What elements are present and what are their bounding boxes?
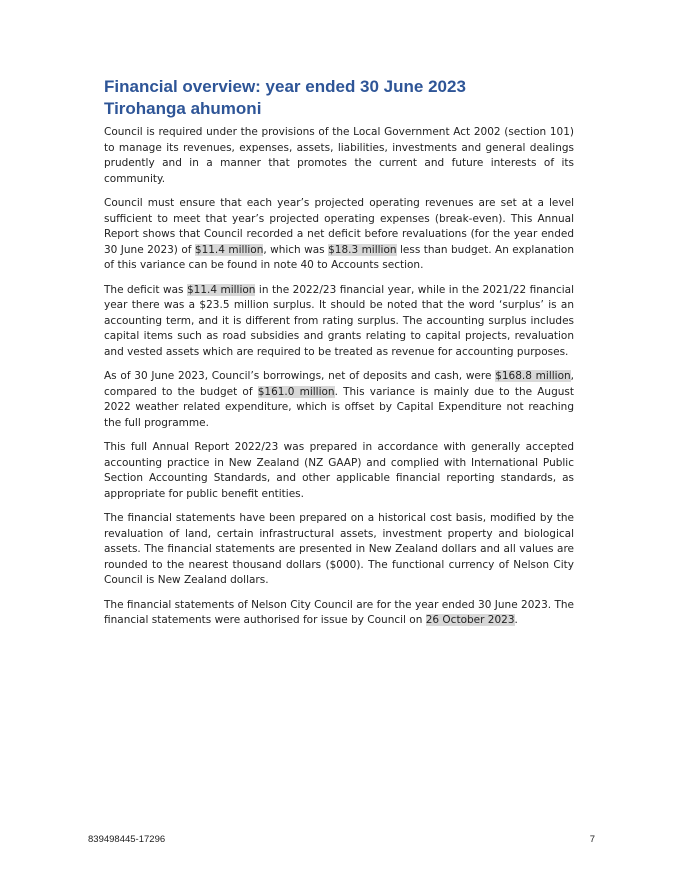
- text-span: Council must ensure that each year’s projected operating revenues are set at a level sufficient to meet that year’s projected operating expenses (break-even). This Annual Report shows that Council recorded a net deficit before revaluations (for the year ended 30 June 2023) of: [104, 197, 574, 256]
- highlighted-amount: $18.3 million: [328, 243, 397, 256]
- highlighted-amount: $11.4 million: [186, 283, 256, 296]
- text-span: As of 30 June 2023, Council’s borrowings, net of deposits and cash, were: [104, 370, 496, 382]
- page-title: Financial overview: year ended 30 June 2023: [104, 77, 466, 96]
- heading-block: [104, 76, 584, 120]
- highlighted-amount: $161.0 million: [257, 385, 335, 398]
- text-span: less than budget. An explanation of this variance can be found in note 40 to Accounts section.: [104, 243, 574, 271]
- highlighted-date: 26 October 2023: [425, 614, 515, 626]
- paragraph-7: [104, 598, 574, 629]
- page-subtitle: Tirohanga ahumoni: [104, 99, 262, 118]
- document-id: 839498445-17296: [88, 834, 166, 845]
- highlighted-amount: $11.4 million: [194, 243, 264, 256]
- paragraph-6: The financial statements have been prepared on a historical cost basis, modified by the revaluation of land, certain infrastructural assets, investment property and biological assets. The financial statements are presented in New Zealand dollars and all values are rounded to the nearest thousand dollars ($000). The functional currency of Nelson City Council is New Zealand dollars.: [104, 512, 574, 586]
- text-span: The deficit was: [104, 283, 187, 296]
- paragraph-5: This full Annual Report 2022/23 was prepared in accordance with generally accepted accounting practice in New Zealand (NZ GAAP) and complied with International Public Section Accounting Standards, and other applicable financial reporting standards, as appropriate for public benefit entities.: [104, 441, 574, 500]
- paragraph-4: [104, 369, 574, 431]
- page-number: 7: [589, 834, 595, 845]
- paragraph-1: Council is required under the provisions of the Local Government Act 2002 (section 101) to manage its revenues, expenses, assets, liabilities, investments and general dealings prudently and in a manner that promotes the current and future interests of its community.: [104, 126, 574, 185]
- text-span: The financial statements of Nelson City Council are for the year ended 30 June 2023. The financial statements were authorised for issue by Council on: [104, 598, 574, 626]
- text-span: . This variance is mainly due to the August 2022 weather related expenditure, which is offset by Capital Expenditure not reaching the full programme.: [104, 385, 574, 429]
- text-span: in the 2022/23 financial year, while in the 2021/22 financial year there was a $23.5 million surplus. It should be noted that the word ‘surplus’ is an accounting term, and it is different from rating surplus. The accounting surplus includes capital items such as road subsidies and grants relating to capital projects, revaluation and vested assets which are required to be treated as revenue for accounting purposes.: [104, 283, 574, 358]
- highlighted-amount: $168.8 million: [495, 370, 571, 382]
- text-span: , which was: [263, 243, 329, 256]
- paragraph-2: [104, 196, 574, 274]
- paragraph-3: [104, 283, 574, 361]
- body-text: [104, 125, 574, 638]
- text-span: , compared to the budget of: [104, 370, 574, 398]
- text-span: .: [514, 614, 518, 626]
